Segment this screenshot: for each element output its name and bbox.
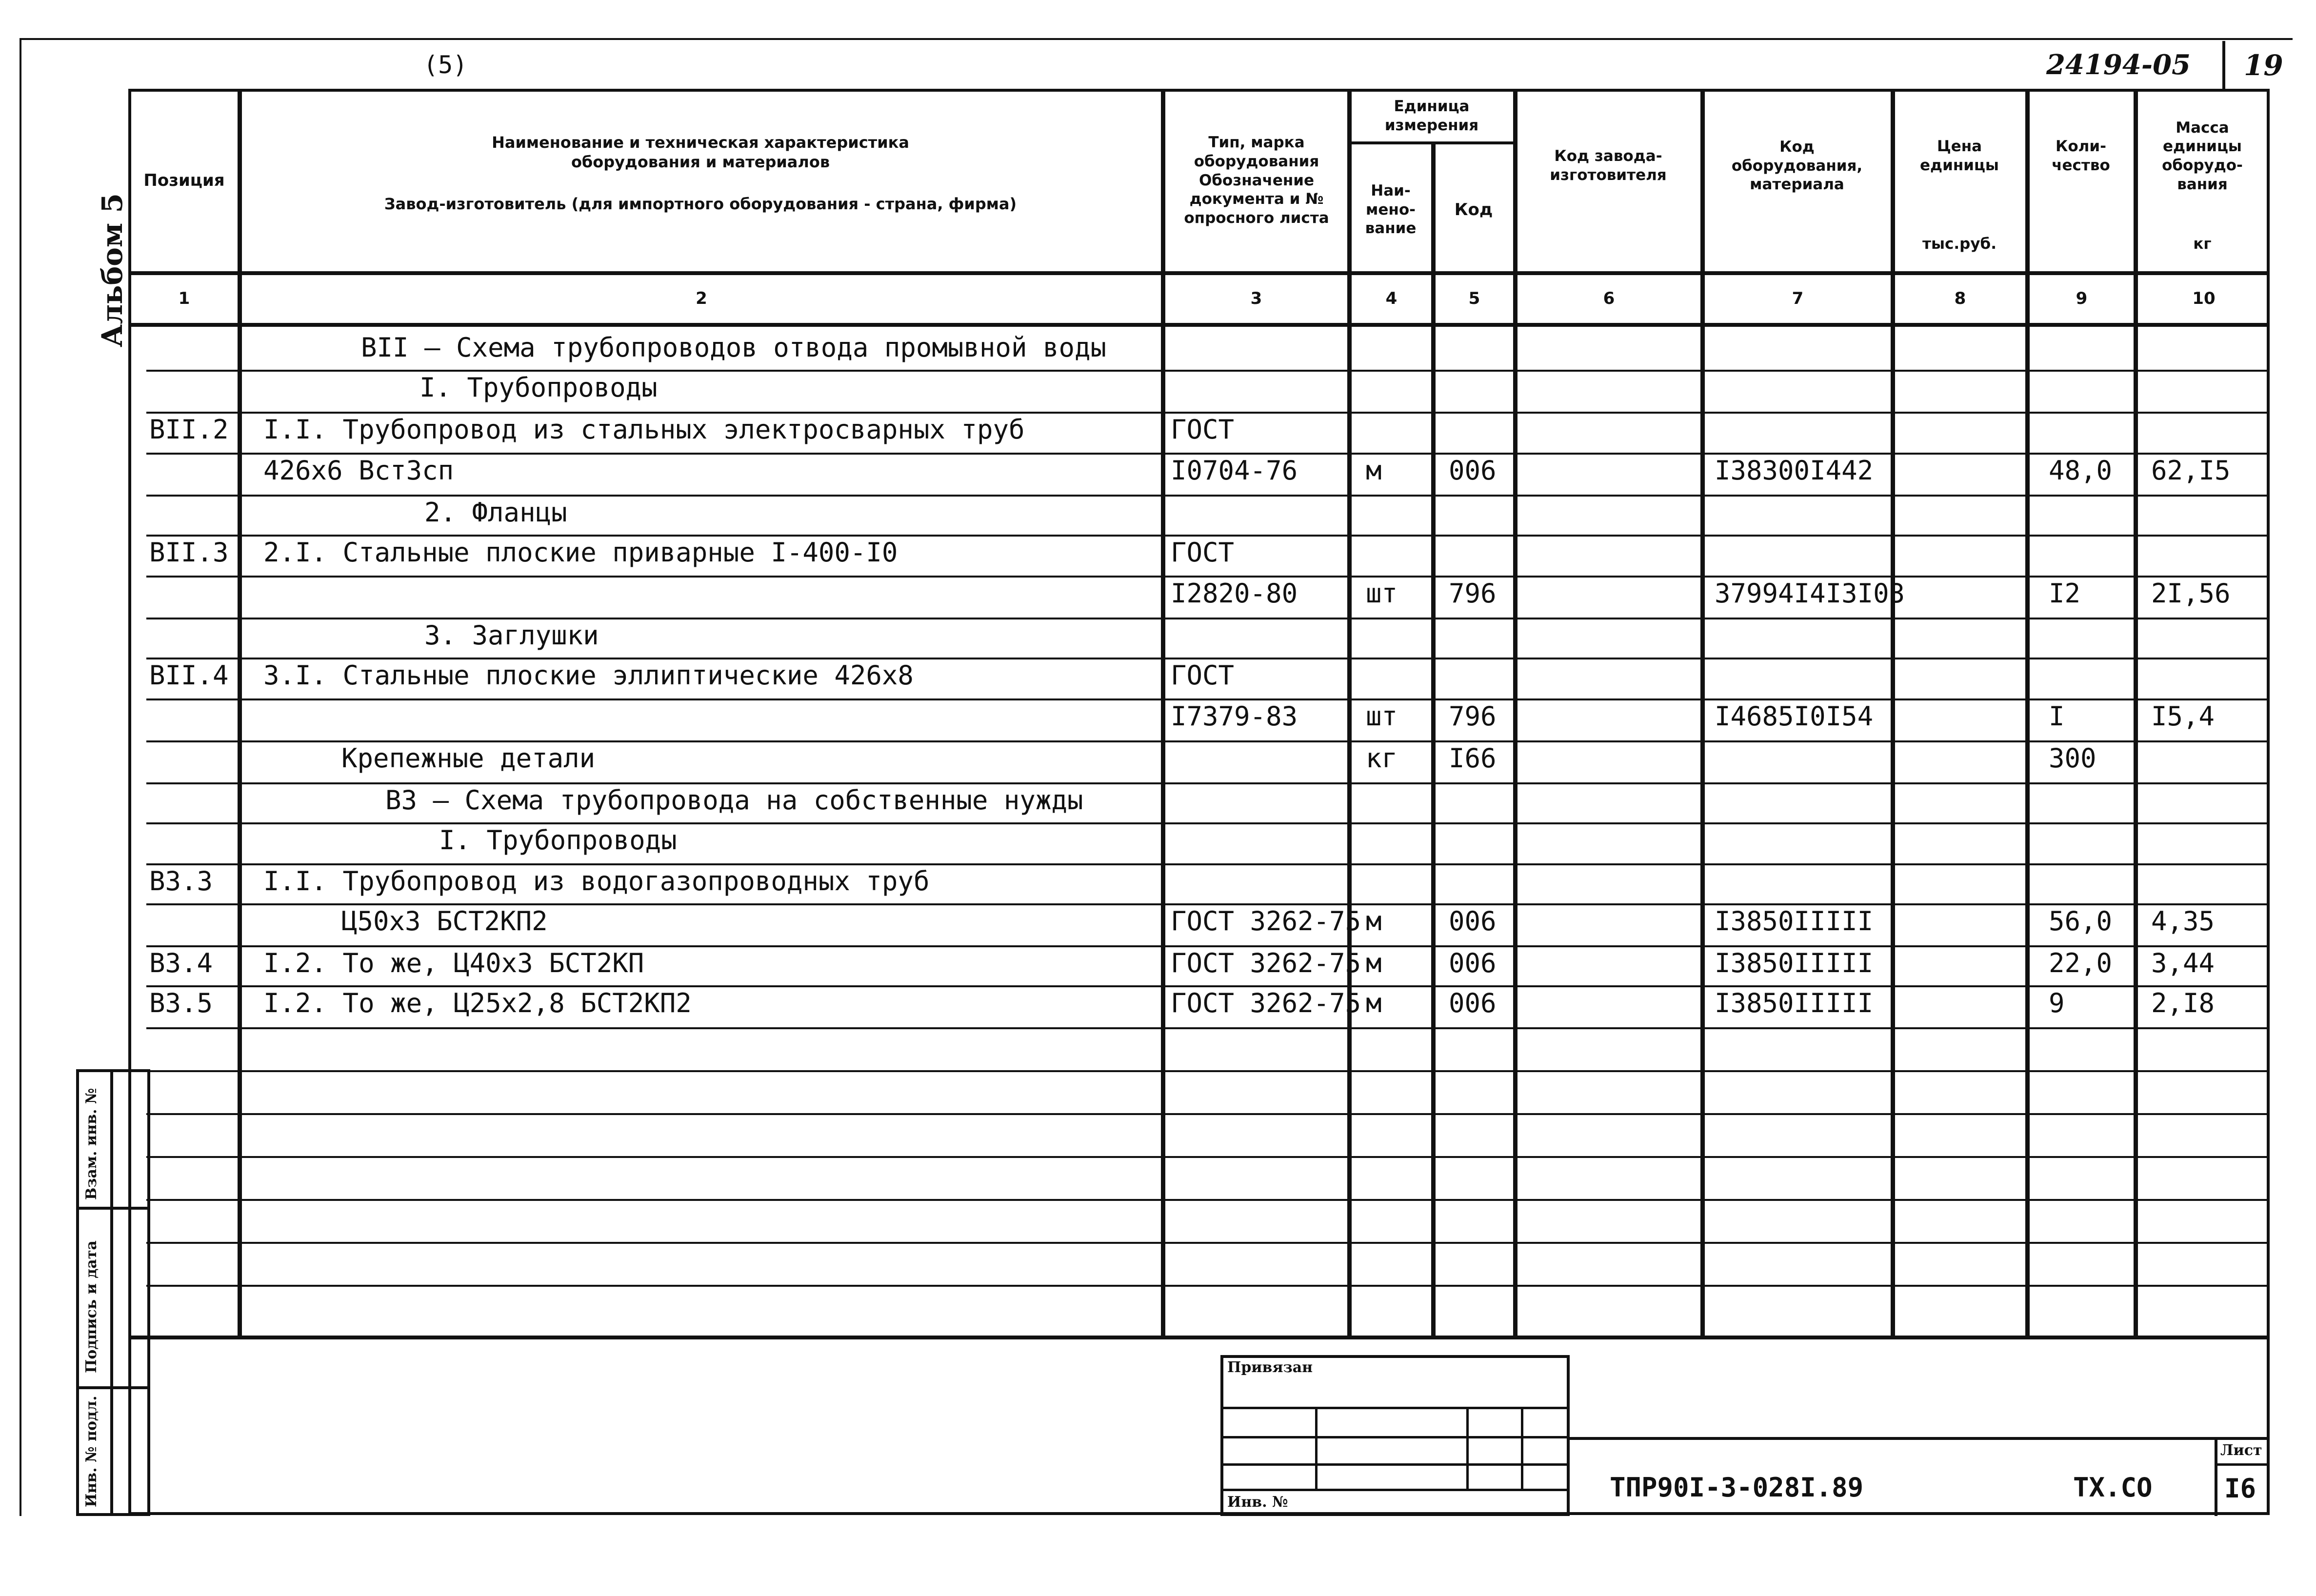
top-border-line (20, 38, 2293, 40)
type-cell: ГОСТ (1171, 414, 1235, 445)
colnum-10: 10 (2192, 289, 2216, 308)
name-cell: 3. Заглушки (424, 620, 599, 651)
row-separator-line (146, 1199, 2270, 1201)
name-cell: I.2. То же, Ц25х2,8 БСТ2КП2 (263, 988, 692, 1018)
quantity-cell: I2 (2049, 578, 2081, 609)
row-separator-line (146, 985, 2270, 987)
row-separator-line (146, 945, 2270, 947)
name-cell: BII – Схема трубопроводов отвода промывной воды (361, 332, 1107, 363)
mass-cell: 2I,56 (2151, 578, 2231, 609)
header-factory-code: Код завода-изготовителя (1550, 147, 1667, 184)
row-separator-line (146, 1242, 2270, 1244)
stamp-inv-label: Инв. № подл. (83, 1396, 100, 1507)
header-position: Позиция (143, 170, 225, 190)
colnum-6: 6 (1603, 289, 1615, 308)
colnum-5: 5 (1468, 289, 1480, 308)
row-separator-line (146, 822, 2270, 824)
mass-cell: 3,44 (2151, 948, 2215, 978)
row-separator-line (146, 1156, 2270, 1158)
privyazan-line-2 (1220, 1436, 1570, 1438)
position-cell: BII.2 (149, 414, 229, 445)
row-separator-line (146, 495, 2270, 497)
row-separator-line (146, 1113, 2270, 1115)
row-separator-line (146, 1027, 2270, 1029)
row-separator-line (146, 698, 2270, 700)
sheet-label: Лист (2220, 1442, 2262, 1459)
position-cell: BII.3 (149, 537, 229, 568)
row-separator-line (146, 453, 2270, 455)
position-cell: В3.5 (149, 988, 213, 1018)
name-cell: I.2. То же, Ц40х3 БСТ2КП (263, 948, 644, 978)
header-quantity: Коли-чество (2052, 138, 2110, 174)
unit-code-cell: 006 (1449, 948, 1497, 978)
unit-name-cell: м (1366, 988, 1382, 1018)
header-material-code: Код оборудования, материала (1731, 138, 1863, 194)
header-type-mark: Тип, марка оборудования Обозначение документа и № опросного листа (1184, 134, 1329, 227)
left-border-line (20, 38, 21, 1516)
privyazan-col-2 (1466, 1407, 1469, 1489)
unit-code-cell: 006 (1449, 906, 1497, 937)
col-line-6 (1700, 89, 1705, 1337)
col-line-4 (1431, 141, 1436, 1337)
type-cell: I7379-83 (1171, 701, 1298, 732)
col-line-7 (1891, 89, 1895, 1337)
name-cell: I. Трубопроводы (439, 825, 677, 856)
album-label: Альбом 5 (96, 193, 129, 347)
position-cell: В3.3 (149, 866, 213, 897)
row-separator-line (146, 903, 2270, 905)
privyazan-box (1220, 1355, 1570, 1516)
position-cell: В3.4 (149, 948, 213, 978)
row-separator-line (146, 412, 2270, 414)
row-separator-line (146, 535, 2270, 537)
col-line-5 (1513, 89, 1517, 1337)
colnum-7: 7 (1792, 289, 1804, 308)
row-separator-line (146, 863, 2270, 865)
name-cell: Ц50х3 БСТ2КП2 (341, 906, 548, 937)
row-separator-line (146, 1070, 2270, 1072)
row-separator-line (146, 658, 2270, 659)
handwritten-page-number: 19 (2244, 49, 2283, 82)
mass-cell: I5,4 (2151, 701, 2215, 732)
header-name-line1: Наименование и техническая характеристика (492, 133, 909, 152)
header-price: Цена единицы (1920, 138, 1999, 174)
name-cell: Крепежные детали (341, 743, 596, 774)
name-cell: 3.I. Стальные плоские эллиптические 426х8 (263, 660, 914, 691)
privyazan-col-3 (1521, 1407, 1523, 1489)
quantity-cell: 300 (2049, 743, 2096, 774)
type-cell: ГОСТ (1171, 537, 1235, 568)
header-bottom-line (128, 271, 2270, 275)
row-separator-line (146, 618, 2270, 619)
unit-group-line (1347, 141, 1513, 144)
unit-code-cell: I66 (1449, 743, 1497, 774)
left-stamp-line-1 (76, 1207, 150, 1210)
title-block-top-line (1570, 1437, 2270, 1440)
type-cell: ГОСТ 3262-75 (1171, 948, 1361, 978)
header-unit-group-text: Единица измерения (1384, 98, 1479, 134)
quantity-cell: I (2049, 701, 2065, 732)
unit-name-cell: шт (1366, 701, 1398, 732)
material-code-cell: 37994I4I3I03 (1715, 578, 1905, 609)
material-code-cell: I3850IIIII (1715, 906, 1874, 937)
sheet-box-line (2215, 1463, 2270, 1466)
header-unit-code: Код (1454, 200, 1493, 219)
col-line-2 (1161, 89, 1165, 1337)
mass-cell: 4,35 (2151, 906, 2215, 937)
stamp-podpis-label: Подпись и дата (83, 1240, 100, 1373)
col-line-3 (1347, 89, 1352, 1337)
type-cell: ГОСТ 3262-75 (1171, 906, 1361, 937)
privyazan-line-4 (1220, 1489, 1570, 1491)
material-code-cell: I38300I442 (1715, 455, 1874, 486)
type-cell: ГОСТ (1171, 660, 1235, 691)
position-cell: BII.4 (149, 660, 229, 691)
name-cell: 426х6 Вст3сп (263, 455, 454, 486)
unit-code-cell: 006 (1449, 455, 1497, 486)
unit-name-cell: м (1366, 948, 1382, 978)
quantity-cell: 48,0 (2049, 455, 2113, 486)
privyazan-label: Привязан (1227, 1359, 1313, 1376)
header-name-line2: оборудования и материалов (571, 153, 830, 171)
colnum-4: 4 (1385, 289, 1398, 308)
inv-no-label: Инв. № (1227, 1494, 1288, 1511)
type-cell: I0704-76 (1171, 455, 1298, 486)
privyazan-line-1 (1220, 1407, 1570, 1409)
colnum-1: 1 (178, 289, 190, 308)
unit-name-cell: м (1366, 906, 1382, 937)
name-cell: 2. Фланцы (424, 497, 567, 528)
header-unit-name: Наи-мено-вание (1365, 181, 1417, 238)
section-code: ТХ.СО (2073, 1472, 2153, 1503)
colnum-3: 3 (1250, 289, 1262, 308)
name-cell: В3 – Схема трубопровода на собственные нужды (385, 785, 1083, 816)
row-separator-line (146, 1285, 2270, 1287)
handwritten-doc-number: 24194-05 (2046, 49, 2191, 81)
unit-code-cell: 796 (1449, 578, 1497, 609)
name-cell: 2.I. Стальные плоские приварные I-400-I0 (263, 537, 898, 568)
left-stamp-line-2 (76, 1386, 150, 1389)
body-bottom-line (128, 1336, 2270, 1339)
colnum-2: 2 (696, 289, 707, 308)
mass-cell: 62,I5 (2151, 455, 2231, 486)
unit-name-cell: м (1366, 455, 1382, 486)
quantity-cell: 22,0 (2049, 948, 2113, 978)
material-code-cell: I3850IIIII (1715, 948, 1874, 978)
header-name-line3: Завод-изготовитель (для импортного оборудования - страна, фирма) (384, 195, 1017, 213)
privyazan-col-1 (1315, 1407, 1318, 1489)
unit-name-cell: кг (1366, 743, 1398, 774)
header-price-unit: тыс.руб. (1922, 235, 1997, 253)
unit-name-cell: шт (1366, 578, 1398, 609)
page-box-divider (2222, 41, 2225, 90)
row-separator-line (146, 370, 2270, 372)
sheet-top-number: (5) (423, 51, 468, 79)
type-cell: ГОСТ 3262-75 (1171, 988, 1361, 1018)
header-mass: Масса единицы оборудо-вания (2162, 119, 2243, 193)
row-separator-line (146, 740, 2270, 742)
sheet-number: I6 (2224, 1473, 2256, 1504)
left-stamp-divider (110, 1069, 113, 1516)
header-mass-unit: кг (2193, 235, 2212, 253)
sheet-box-divider (2215, 1437, 2217, 1516)
column-numbers-bottom-line (128, 323, 2270, 327)
name-cell: I.I. Трубопровод из стальных электросварных труб (263, 414, 1025, 445)
name-cell: I.I. Трубопровод из водогазопроводных труб (263, 866, 930, 897)
col-line-9 (2134, 89, 2138, 1337)
col-line-1 (238, 89, 242, 1337)
material-code-cell: I4685I0I54 (1715, 701, 1874, 732)
mass-cell: 2,I8 (2151, 988, 2215, 1018)
colnum-8: 8 (1954, 289, 1966, 308)
colnum-9: 9 (2076, 289, 2088, 308)
quantity-cell: 9 (2049, 988, 2065, 1018)
doc-code: ТПР90I-3-028I.89 (1610, 1472, 1864, 1503)
name-cell: I. Трубопроводы (419, 372, 658, 403)
unit-code-cell: 006 (1449, 988, 1497, 1018)
stamp-vzam-label: Взам. инв. № (83, 1088, 100, 1200)
row-separator-line (146, 782, 2270, 784)
material-code-cell: I3850IIIII (1715, 988, 1874, 1018)
privyazan-line-3 (1220, 1463, 1570, 1466)
row-separator-line (146, 576, 2270, 578)
quantity-cell: 56,0 (2049, 906, 2113, 937)
type-cell: I2820-80 (1171, 578, 1298, 609)
unit-code-cell: 796 (1449, 701, 1497, 732)
col-line-8 (2025, 89, 2030, 1337)
